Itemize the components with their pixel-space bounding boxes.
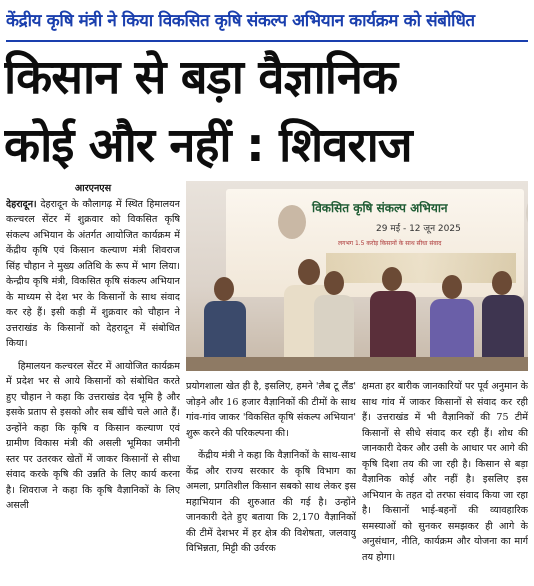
article-column-1	[6, 181, 180, 585]
paragraph-4: केंद्रीय मंत्री ने कहा कि वैज्ञानिकों के साथ-साथ केंद्र और राज्य सरकार के कृषि विभाग का अमला, प्रगतिशील किसान सबको साथ लेकर इस महाभियान की शुरुआत की गई है। उन्होंने जानकारी देते हुए बताया कि 2,170 वैज्ञानिकों की टीमें देशभर में हर क्षेत्र की विशेषता, जलवायु विभिन्नता, मिट्टी की उर्वरक	[186, 450, 356, 554]
dateline: देहरादून।	[6, 198, 37, 210]
paragraph-3: प्रयोगशाला खेत ही है, इसलिए, हमने 'लैब टू लैंड' जोड़ने और 16 हजार वैज्ञानिकों की टीमों के साथ गांव-गांव जाकर 'विकसित कृषि संकल्प अभियान' शुरू करने की परिकल्पना की।	[186, 381, 356, 439]
byline: आरएनएस	[74, 183, 112, 194]
banner-title: विकसित कृषि संकल्प अभियान	[312, 201, 448, 215]
event-banner	[226, 189, 524, 297]
banner-crop-strip	[326, 253, 516, 283]
kicker-divider	[6, 40, 528, 42]
banner-subtitle: लगभग 1.5 करोड़ किसानों के साथ सीधा संवाद	[338, 240, 442, 247]
paragraph-2: हिमालयन कल्चरल सेंटर में आयोजित कार्यक्रम में प्रदेश भर से आये किसानों को संबोधित करते हुए चौहान ने कहा कि उत्तराखंड देव भूमि है और इसके प्रताप से इसको और सब खींचे चले आते हैं। उन्होंने कहा कि कृषि व किसान कल्याण एवं ग्रामीण विकास मंत्री की असली भूमिका जमीनी स्तर पर उतरकर खेतों में जाकर किसानों से सीधा संवाद करके कृषि की उन्नति के लिए कार्य करना है। शिवराज ने कहा कि कृषि वैज्ञानिकों के लिए असली	[6, 360, 180, 511]
article-column-3	[362, 379, 528, 585]
stage-floor	[186, 357, 528, 371]
article-kicker: केंद्रीय कृषि मंत्री ने किया विकसित कृषि संकल्प अभियान कार्यक्रम को संबोधित	[6, 11, 475, 31]
headline-line-1: किसान से बड़ा वैज्ञानिक	[4, 50, 398, 105]
paragraph-1-text: देहरादून के कौलागढ़ में स्थित हिमालयन कल्चरल सेंटर में शुक्रवार को विकसित कृषि संकल्प अभियान के अंतर्गत आयोजित कार्यक्रम में केंद्रीय कृषि एवं किसान कल्याण मंत्री शिवराज सिंह चौहान ने मुख्य अतिथि के रूप में भाग लिया। केन्द्रीय कृषि मंत्री, विकसित कृषि संकल्प अभियान के माध्यम से देश भर के किसानों के साथ संवाद कर रहे हैं। इसी कड़ी में शुक्रवार को चौहान ने उत्तराखंड के किसानों को देहरादून में संबोधित किया।	[6, 198, 180, 349]
headline-line-2: कोई और नहीं : शिवराज	[4, 118, 412, 173]
article-column-2	[186, 379, 356, 585]
event-photo	[186, 181, 528, 371]
paragraph-1	[6, 197, 180, 352]
banner-portrait-left	[278, 205, 306, 239]
banner-portrait-right	[526, 193, 528, 233]
paragraph-5: क्षमता हर बारीक जानकारियों पर पूर्व अनुमान के साथ गांव में जाकर किसानों से संवाद कर रही हैं। उत्तराखंड में भी वैज्ञानिकों की 75 टीमें किसानों से सीधे संवाद कर रही हैं। शोध की जानकारी देकर और उसी के आधार पर आगे की कृषि दिशा तय की जा रही है। किसान से बड़ा वैज्ञानिक कोई और नहीं है। इसलिए इस अभियान के तहत दो तरफा संवाद किया जा रहा है। किसानों भाई-बहनों की व्यावहारिक समस्याओं को सुनकर समझकर ही आगे के अनुसंधान, नीति, कार्यक्रम और योजना का मार्ग तय होगा।	[362, 381, 528, 563]
banner-dates: 29 मई - 12 जून 2025	[376, 224, 461, 234]
